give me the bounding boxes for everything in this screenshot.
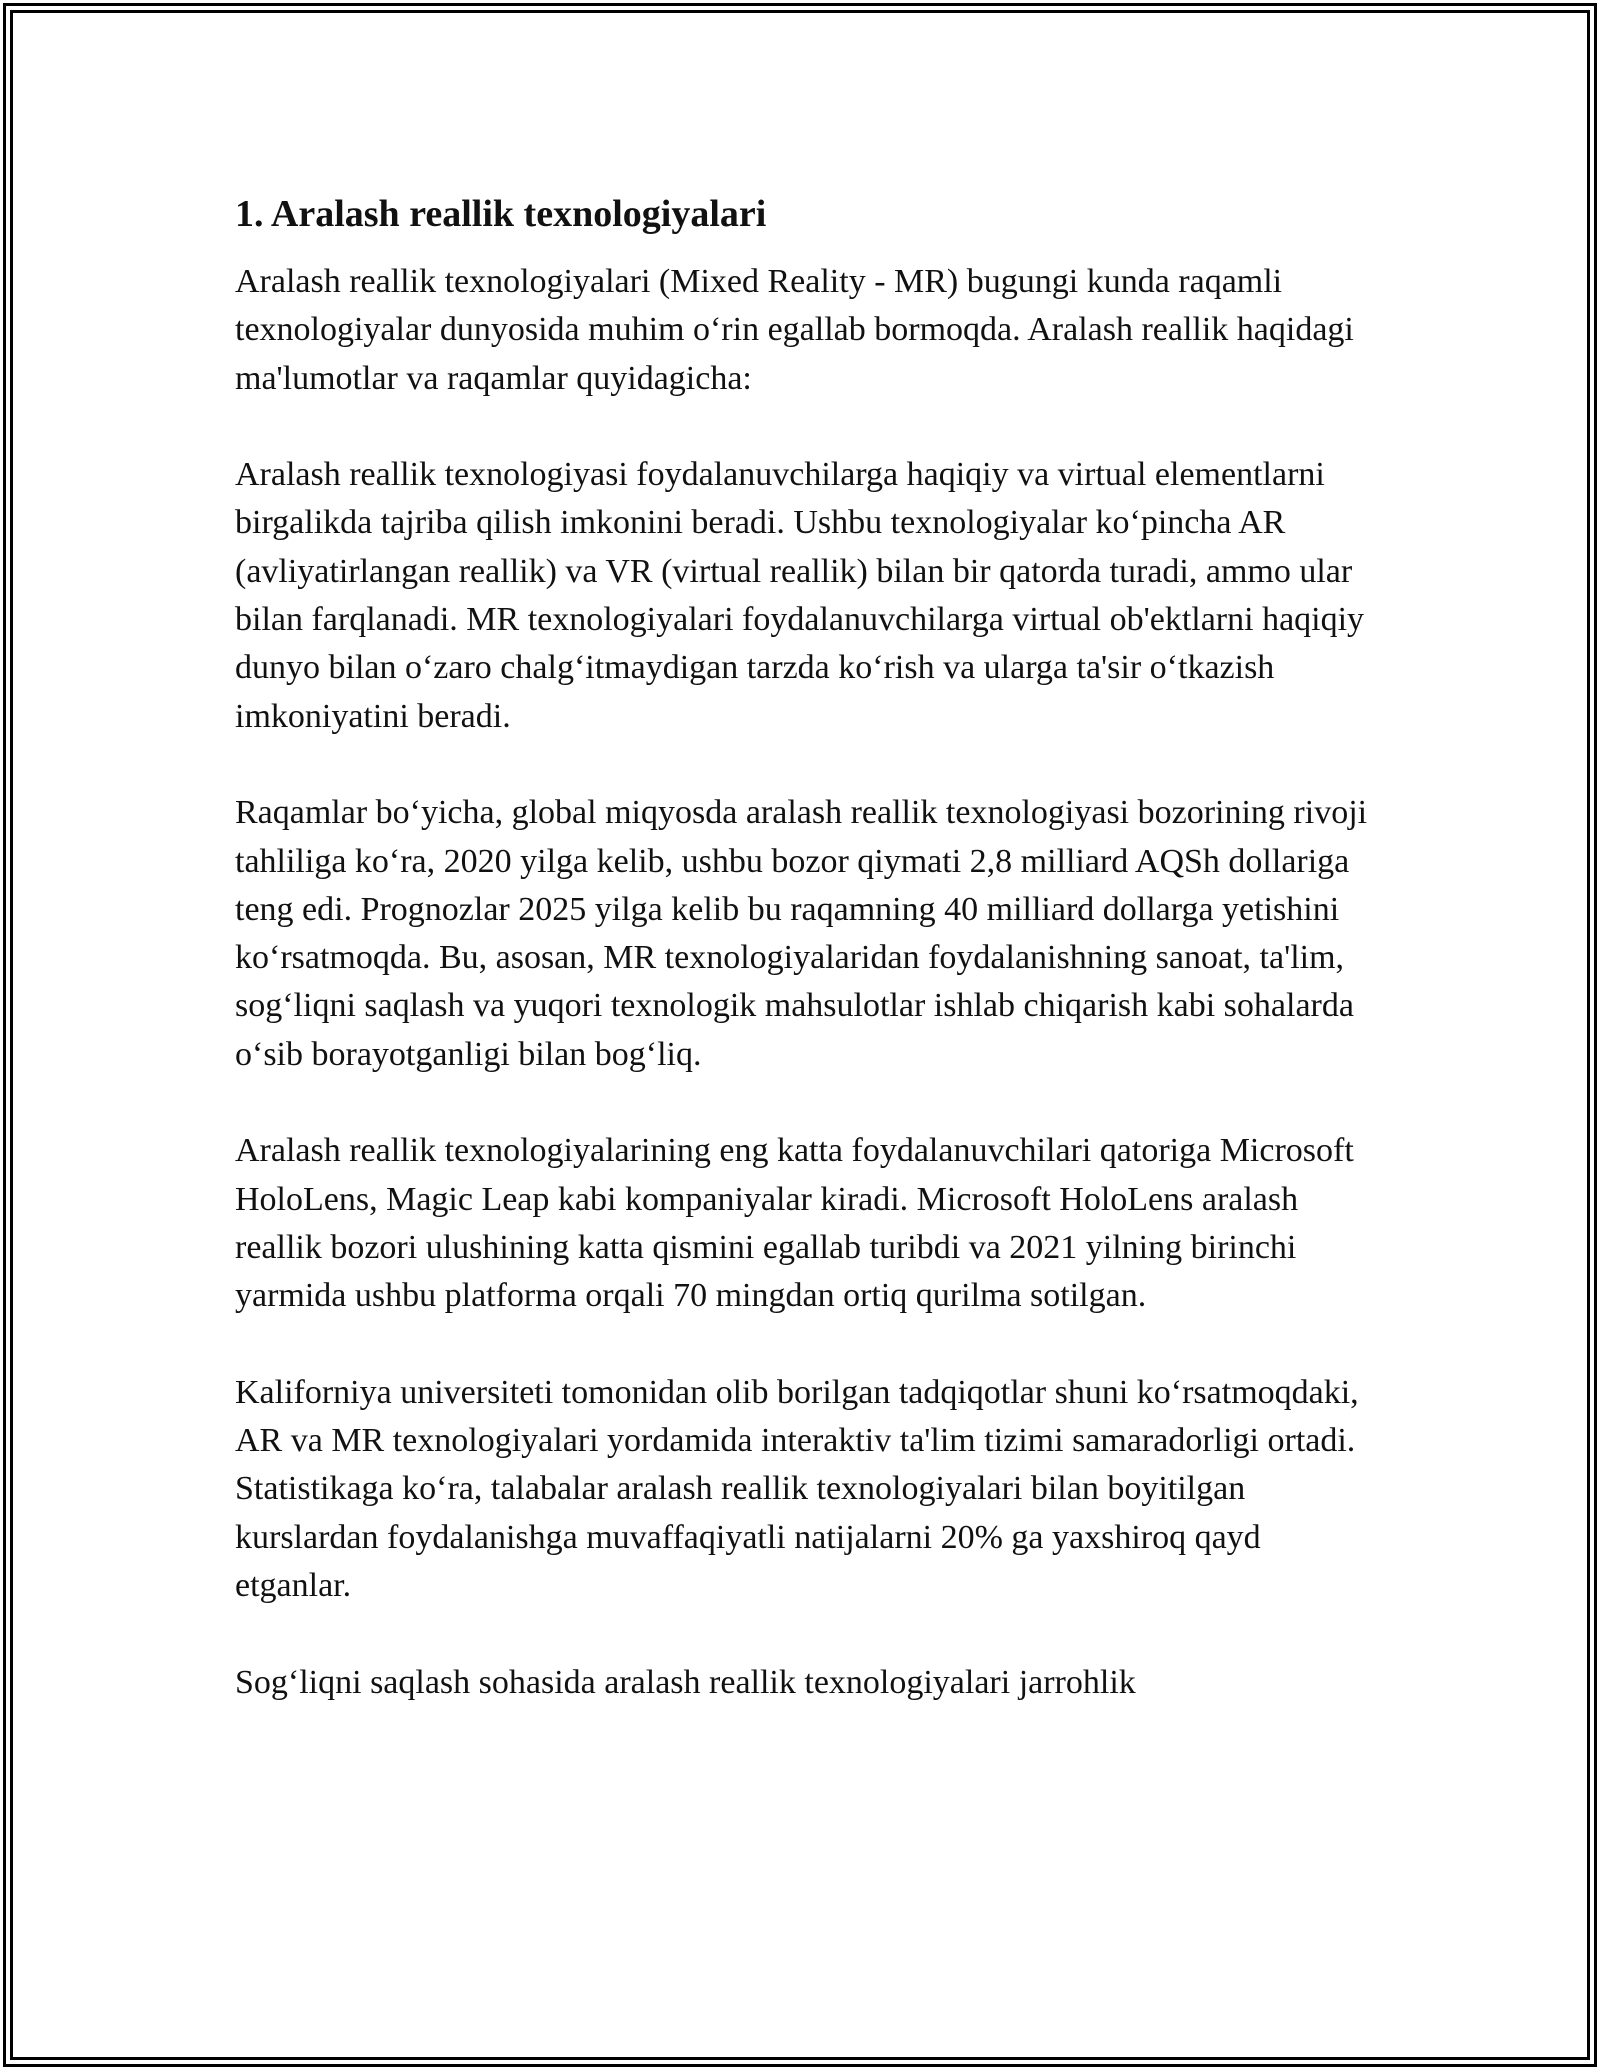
- paragraph-market-figures: Raqamlar bo‘yicha, global miqyosda aralash reallik texnologiyasi bozorining rivoji tahliliga ko‘ra, 2020 yilga kelib, ushbu bozor qiymati 2,8 milliard AQSh dollariga teng edi. Prognozlar 2025 yilga kelib bu raqamning 40 milliard dollarga yetishini ko‘rsatmoqda. Bu, asosan, MR texnologiyalaridan foydalanishning sanoat, ta'lim, sog‘liqni saqlash va yuqori texnologik mahsulotlar ishlab chiqarish kabi sohalarda o‘sib borayotganligi bilan bog‘liq.: [235, 794, 1368, 1073]
- paragraph-definition: Aralash reallik texnologiyasi foydalanuvchilarga haqiqiy va virtual elementlarni birgalikda tajriba qilish imkonini beradi. Ushbu texnologiyalar ko‘pincha AR (avliyatirlangan reallik) va VR (virtual reallik) bilan bir qatorda turadi, ammo ular bilan farqlanadi. MR texnologiyalari foydalanuvchilarga virtual ob'ektlarni haqiqiy dunyo bilan o‘zaro chalg‘itmaydigan tarzda ko‘rish va ularga ta'sir o‘tkazish imkoniyatini beradi.: [235, 456, 1365, 735]
- paragraph-companies: Aralash reallik texnologiyalarining eng katta foydalanuvchilari qatoriga Microsoft HoloLens, Magic Leap kabi kompaniyalar kiradi. Microsoft HoloLens aralash reallik bozori ulushining katta qismini egallab turibdi va 2021 yilning birinchi yarmida ushbu platforma orqali 70 mingdan ortiq qurilma sotilgan.: [235, 1132, 1354, 1315]
- paragraph-education: Kaliforniya universiteti tomonidan olib borilgan tadqiqotlar shuni ko‘rsatmoqdaki, AR va MR texnologiyalari yordamida interaktiv ta'lim tizimi samaradorligi ortadi. Statistikaga ko‘ra, talabalar aralash reallik texnologiyalari bilan boyitilgan kurslardan foydalanishga muvaffaqiyatli natijalarni 20% ga yaxshiroq qayd etganlar.: [235, 1373, 1359, 1605]
- paragraph-intro: Aralash reallik texnologiyalari (Mixed Reality - MR) bugungi kunda raqamli texnologiyalar dunyosida muhim o‘rin egallab bormoqda. Aralash reallik haqidagi ma'lumotlar va raqamlar quyidagicha:: [235, 263, 1354, 397]
- document-body: [235, 190, 1375, 1755]
- paragraph-healthcare: Sog‘liqni saqlash sohasida aralash reallik texnologiyalari jarrohlik: [235, 1663, 1136, 1701]
- section-heading: 1. Aralash reallik texnologiyalari: [235, 193, 767, 235]
